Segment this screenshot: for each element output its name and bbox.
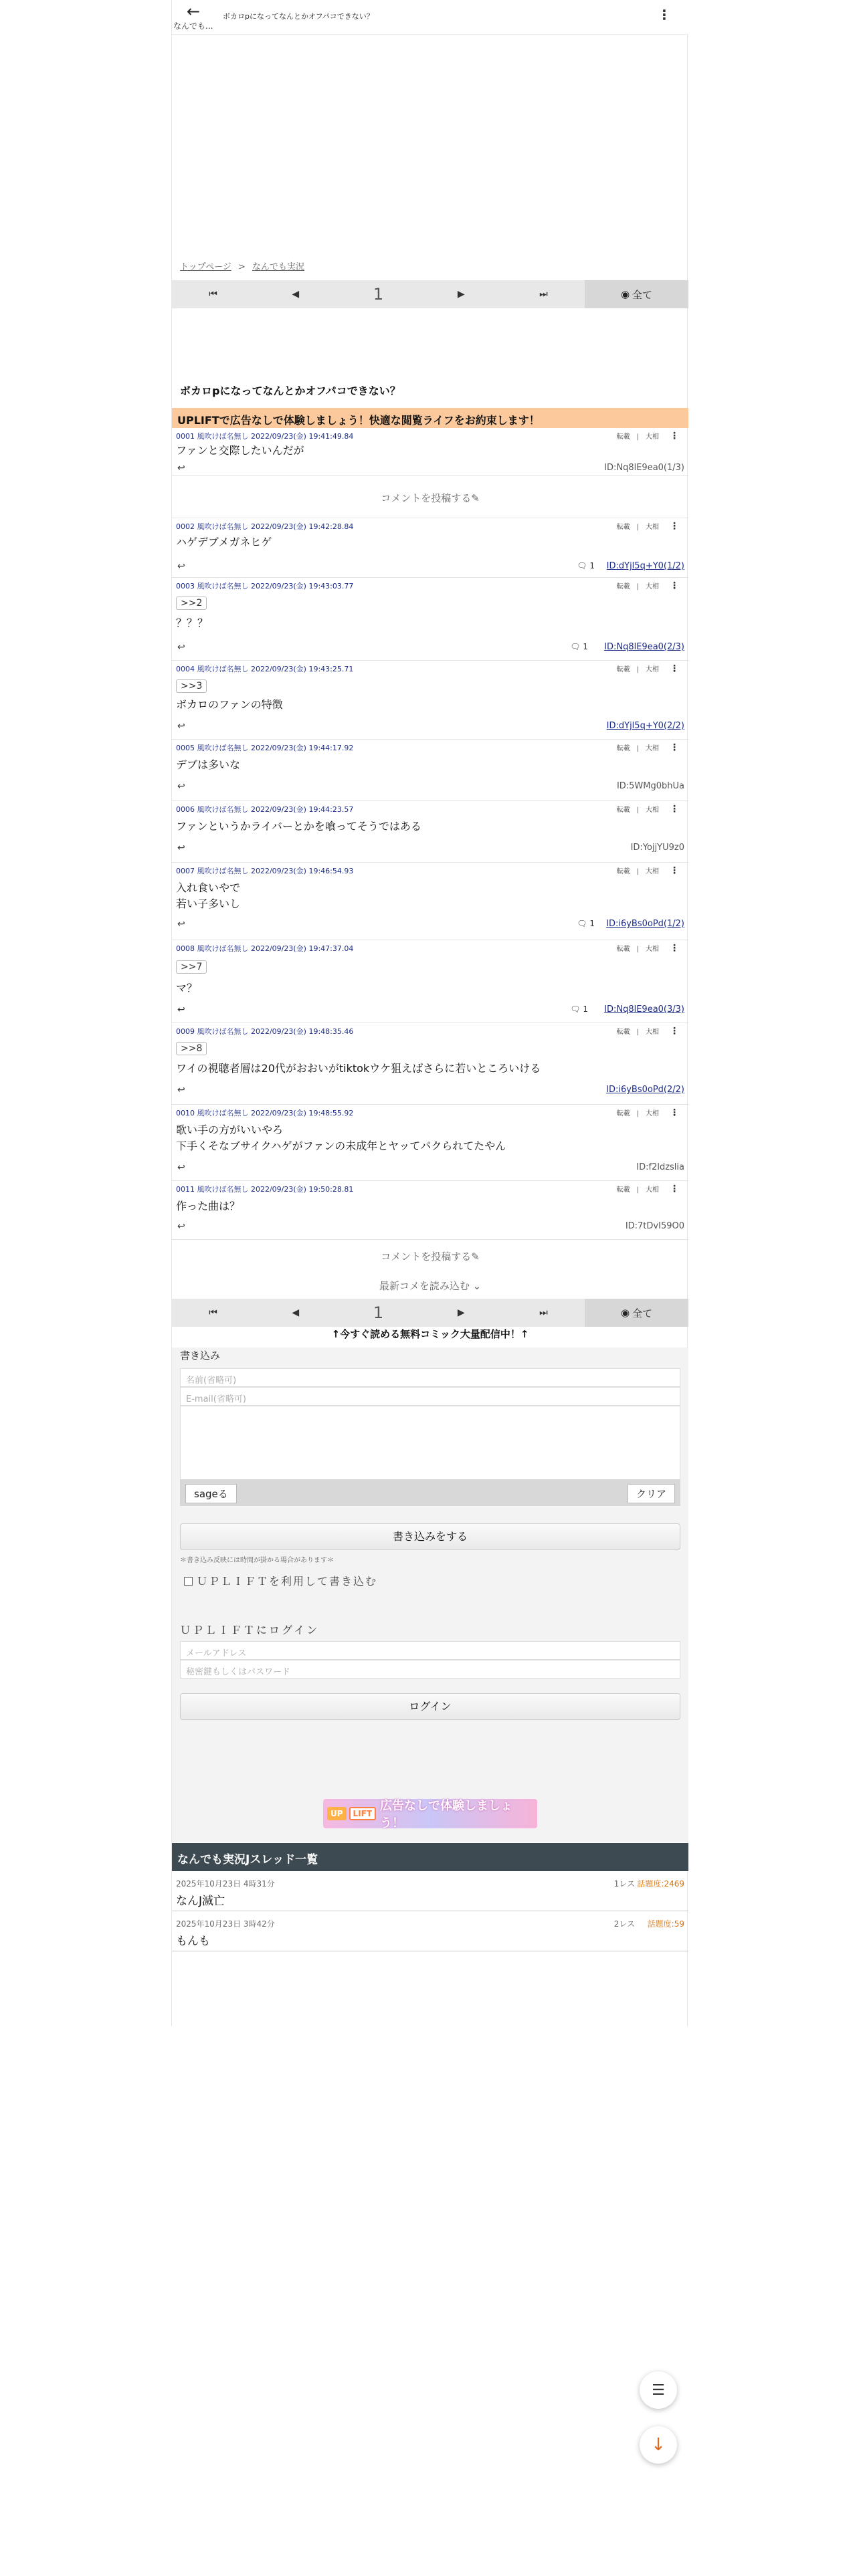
report-button[interactable]: 転載 — [616, 807, 630, 814]
kebab-menu-icon[interactable]: ⋮ — [670, 742, 679, 753]
post-body: 入れ食いやで 若い子多いし — [176, 881, 241, 910]
tool-separator: | — [636, 433, 639, 441]
comments-icon: 🗨 — [570, 642, 583, 651]
post-item — [172, 518, 688, 578]
post-meta: 0004 風吹けば名無し 2022/09/23(金) 19:43:25.71 — [176, 665, 354, 673]
large-button[interactable]: 大相 — [646, 807, 659, 814]
pager-top — [172, 280, 688, 308]
reply-anchor[interactable]: >>2 — [176, 597, 207, 610]
breadcrumb-board[interactable]: なんでも実況 — [252, 262, 305, 272]
post-body: ファンと交際したいんだが — [176, 444, 304, 457]
large-button[interactable]: 大相 — [646, 745, 659, 752]
thread-list-heading: なんでも実況Jスレッド一覧 — [172, 1843, 688, 1871]
form-toolbar — [180, 1479, 680, 1506]
reply-anchor[interactable]: >>8 — [176, 1042, 207, 1055]
last-page-icon[interactable]: ⏭ — [539, 1307, 548, 1318]
post-item — [172, 863, 688, 940]
post-tools — [617, 1026, 679, 1037]
reply-count-value: 1 — [589, 561, 595, 570]
next-page-icon[interactable]: ▶ — [457, 1307, 465, 1318]
report-button[interactable]: 転載 — [616, 583, 630, 591]
report-button[interactable]: 転載 — [616, 1029, 630, 1036]
pencil-icon: ✎ — [471, 492, 480, 504]
comment-link-label: コメントを投稿する — [381, 1251, 472, 1263]
post-tools — [617, 580, 679, 591]
post-tools — [617, 431, 679, 441]
post-meta: 0002 風吹けば名無し 2022/09/23(金) 19:42:28.84 — [176, 522, 354, 531]
breadcrumb-top[interactable]: トップページ — [180, 262, 231, 272]
post-tools — [617, 865, 679, 876]
comments-icon: 🗨 — [577, 561, 590, 570]
large-button[interactable]: 大相 — [646, 946, 659, 953]
tool-separator: | — [636, 807, 639, 814]
tool-separator: | — [636, 1029, 639, 1036]
post-tools — [617, 521, 679, 532]
submit-note: ＊書き込み反映には時間が掛かる場合があります＊ — [180, 1557, 334, 1564]
reply-count-value: 1 — [589, 919, 595, 928]
post-meta: 0010 風吹けば名無し 2022/09/23(金) 19:48:55.92 — [176, 1109, 354, 1117]
login-email-input[interactable]: メールアドレス — [180, 1641, 680, 1660]
post-id[interactable]: ID:i6yBs0oPd(1/2) — [606, 919, 684, 929]
post-comment-link[interactable] — [172, 1249, 688, 1263]
kebab-menu-icon[interactable]: ⋮ — [658, 7, 671, 23]
page-number[interactable]: 1 — [373, 1303, 384, 1322]
post-tools — [617, 742, 679, 753]
post-meta: 0005 風吹けば名無し 2022/09/23(金) 19:44:17.92 — [176, 744, 354, 752]
reply-count[interactable] — [570, 1004, 588, 1014]
list-item-res: 1レス — [613, 1879, 635, 1889]
arrow-down-icon[interactable]: ↓ — [640, 2426, 677, 2464]
post-body: ボカロのファンの特徴 — [176, 698, 283, 711]
first-page-icon[interactable]: ⏮ — [209, 289, 217, 300]
kebab-menu-icon[interactable]: ⋮ — [670, 521, 679, 532]
large-button[interactable]: 大相 — [646, 868, 659, 875]
reply-count[interactable] — [577, 561, 595, 570]
uplift-ad-text: 広告なしで体験しましょう！ — [380, 1799, 513, 1830]
show-all-label: 全て — [632, 1307, 653, 1319]
kebab-menu-icon[interactable]: ⋮ — [670, 431, 679, 441]
sage-button[interactable]: sageる — [185, 1484, 237, 1503]
uplift-logo: UP — [327, 1807, 347, 1820]
post-item — [172, 1181, 688, 1240]
post-body: ハゲデブメガネヒゲ — [176, 536, 272, 548]
large-button[interactable]: 大相 — [646, 524, 659, 531]
page-number[interactable]: 1 — [373, 285, 384, 304]
post-item — [172, 940, 688, 1023]
prev-page-icon[interactable]: ◀ — [292, 289, 300, 300]
submit-button[interactable]: 書き込みをする — [180, 1523, 680, 1550]
kebab-menu-icon[interactable]: ⋮ — [670, 580, 679, 591]
pager-bottom — [172, 1299, 688, 1327]
reply-arrow-icon[interactable]: ↩ — [177, 463, 185, 473]
header-title: ボカロpになってなんとかオフパコできない？ — [223, 12, 374, 21]
post-item — [172, 661, 688, 740]
report-button[interactable]: 転載 — [616, 745, 630, 752]
large-button[interactable]: 大相 — [646, 433, 659, 441]
tool-separator: | — [636, 1186, 639, 1194]
report-button[interactable]: 転載 — [616, 666, 630, 673]
list-item-hot: 話題度:2469 — [637, 1879, 684, 1889]
load-latest-link[interactable] — [172, 1279, 688, 1293]
post-item — [172, 1105, 688, 1181]
kebab-menu-icon[interactable]: ⋮ — [670, 1107, 679, 1118]
list-item-hot: 話題度:59 — [647, 1919, 684, 1929]
uplift-checkbox[interactable] — [184, 1573, 377, 1588]
report-button[interactable]: 転載 — [616, 524, 630, 531]
post-body: 作った曲は？ — [176, 1200, 241, 1212]
kebab-menu-icon[interactable]: ⋮ — [670, 1184, 679, 1194]
reply-arrow-icon[interactable]: ↩ — [177, 919, 185, 930]
kebab-menu-icon[interactable]: ⋮ — [670, 943, 679, 954]
comment-link-label: コメントを投稿する — [381, 492, 472, 504]
post-id[interactable]: ID:Nq8lE9ea0(1/3) — [604, 463, 684, 473]
kebab-menu-icon[interactable]: ⋮ — [670, 663, 679, 674]
list-item-date: 2025年10月23日 4時31分 — [176, 1879, 275, 1889]
post-id: ID:5WMg0bhUa — [616, 781, 684, 791]
post-body: ？？？ — [176, 617, 209, 629]
kebab-menu-icon[interactable]: ⋮ — [670, 1026, 679, 1037]
uplift-checkbox-label: ＵＰＬＩＦＴを利用して書き込む — [197, 1575, 378, 1588]
tool-separator: | — [636, 745, 639, 752]
comic-notice[interactable]: ↑今すぐ読める無料コミック大量配信中！↑ — [331, 1328, 529, 1340]
post-tools — [617, 804, 679, 815]
post-id[interactable]: ID:Nq8lE9ea0(3/3) — [604, 1004, 684, 1014]
list-item[interactable] — [172, 1871, 688, 1911]
reply-arrow-icon[interactable]: ↩ — [177, 781, 185, 792]
page-column — [171, 0, 688, 2026]
reply-arrow-icon[interactable]: ↩ — [177, 721, 185, 732]
report-button[interactable]: 転載 — [616, 433, 630, 441]
post-tools — [617, 663, 679, 674]
large-button[interactable]: 大相 — [646, 1186, 659, 1194]
thread-title: ボカロpになってなんとかオフパコできない？ — [180, 385, 401, 397]
login-heading: ＵＰＬＩＦＴにログイン — [180, 1624, 320, 1636]
clear-button[interactable]: クリア — [628, 1484, 675, 1503]
post-meta: 0009 風吹けば名無し 2022/09/23(金) 19:48:35.46 — [176, 1027, 354, 1036]
eye-icon: ◉ — [620, 1307, 630, 1319]
reply-count[interactable] — [570, 642, 588, 651]
chevron-down-icon: ⌄ — [469, 1280, 482, 1292]
eye-icon: ◉ — [620, 288, 630, 300]
tool-separator: | — [636, 666, 639, 673]
name-input[interactable]: 名前(省略可) — [180, 1368, 680, 1387]
post-meta: 0001 風吹けば名無し 2022/09/23(金) 19:41:49.84 — [176, 432, 354, 441]
next-page-icon[interactable]: ▶ — [457, 289, 465, 300]
post-tools — [617, 1184, 679, 1194]
show-all-button[interactable] — [585, 280, 688, 308]
tool-separator: | — [636, 868, 639, 875]
list-item-res: 2レス — [613, 1919, 635, 1929]
uplift-banner[interactable]: UPLIFTで広告なしで体験しましょう！快適な閲覧ライフをお約束します！ — [172, 408, 688, 428]
post-id[interactable]: ID:i6yBs0oPd(2/2) — [606, 1085, 684, 1095]
breadcrumb — [180, 259, 304, 272]
post-item — [172, 1023, 688, 1105]
post-body: ワイの視聴者層は20代がおおいがtiktokウケ狙えばさらに若いところいける — [176, 1062, 541, 1075]
post-item — [172, 801, 688, 863]
back-label[interactable]: なんでも... — [173, 21, 213, 31]
list-item-date: 2025年10月23日 3時42分 — [176, 1919, 275, 1929]
post-body: マ？ — [176, 982, 198, 994]
reply-arrow-icon[interactable]: ↩ — [177, 642, 185, 653]
login-button[interactable]: ログイン — [180, 1693, 680, 1720]
kebab-menu-icon[interactable]: ⋮ — [670, 804, 679, 815]
list-item[interactable] — [172, 1911, 688, 1951]
reply-anchor[interactable]: >>3 — [176, 679, 207, 693]
reply-arrow-icon[interactable]: ↩ — [177, 843, 185, 853]
post-meta: 0007 風吹けば名無し 2022/09/23(金) 19:46:54.93 — [176, 867, 354, 875]
arrow-left-icon[interactable]: ← — [187, 2, 201, 21]
comments-icon: 🗨 — [570, 1004, 583, 1014]
breadcrumb-separator: > — [237, 262, 246, 272]
list-item-title[interactable]: もんも — [176, 1935, 210, 1948]
large-button[interactable]: 大相 — [646, 1110, 659, 1117]
tool-separator: | — [636, 583, 639, 591]
checkbox-icon[interactable] — [184, 1577, 193, 1586]
pencil-icon: ✎ — [471, 1251, 480, 1263]
large-button[interactable]: 大相 — [646, 666, 659, 673]
load-latest-label: 最新コメを読み込む — [379, 1280, 470, 1292]
reply-anchor[interactable]: >>7 — [176, 960, 207, 974]
message-textarea[interactable] — [180, 1406, 680, 1485]
post-body: デブは多いな — [176, 758, 241, 771]
tool-separator: | — [636, 1110, 639, 1117]
tool-separator: | — [636, 524, 639, 531]
login-password-input[interactable]: 秘密鍵もしくはパスワード — [180, 1660, 680, 1679]
report-button[interactable]: 転載 — [616, 1110, 630, 1117]
post-id[interactable]: ID:dYjl5q+Y0(1/2) — [606, 561, 684, 571]
show-all-label: 全て — [632, 288, 653, 301]
report-button[interactable]: 転載 — [616, 868, 630, 875]
form-heading: 書き込み — [180, 1350, 221, 1362]
post-comment-link[interactable] — [172, 491, 688, 505]
reply-count[interactable] — [577, 919, 595, 928]
post-body: 歌い手の方がいいやろ 下手くそなブサイクハゲがファンの未成年とヤッてパクられてたやん — [176, 1123, 506, 1152]
prev-page-icon[interactable]: ◀ — [292, 1307, 300, 1318]
reply-count-value: 1 — [583, 1004, 588, 1014]
post-meta: 0006 風吹けば名無し 2022/09/23(金) 19:44:23.57 — [176, 805, 354, 814]
first-page-icon[interactable]: ⏮ — [209, 1307, 217, 1318]
post-item — [172, 740, 688, 801]
report-button[interactable]: 転載 — [616, 1186, 630, 1194]
large-button[interactable]: 大相 — [646, 583, 659, 591]
post-meta: 0008 風吹けば名無し 2022/09/23(金) 19:47:37.04 — [176, 944, 354, 953]
large-button[interactable]: 大相 — [646, 1029, 659, 1036]
post-id: ID:YojjYU9z0 — [630, 843, 684, 853]
post-tools — [617, 1107, 679, 1118]
reply-arrow-icon[interactable]: ↩ — [177, 1221, 185, 1232]
post-body: ファンというかライバーとかを喰ってそうではある — [176, 820, 421, 833]
post-id[interactable]: ID:Nq8lE9ea0(2/3) — [604, 642, 684, 652]
comments-icon: 🗨 — [577, 919, 590, 928]
list-icon[interactable]: ☰ — [640, 2371, 677, 2409]
post-tools — [617, 943, 679, 954]
post-id: ID:f2ldzslia — [636, 1162, 684, 1172]
post-meta: 0011 風吹けば名無し 2022/09/23(金) 19:50:28.81 — [176, 1185, 354, 1194]
post-meta: 0003 風吹けば名無し 2022/09/23(金) 19:43:03.77 — [176, 582, 354, 591]
post-id[interactable]: ID:dYjl5q+Y0(2/2) — [606, 721, 684, 731]
reply-count-value: 1 — [583, 642, 588, 651]
report-button[interactable]: 転載 — [616, 946, 630, 953]
list-item-title[interactable]: なんJ滅亡 — [176, 1895, 225, 1908]
reply-arrow-icon[interactable]: ↩ — [177, 561, 185, 572]
uplift-logo-text: LIFT — [349, 1807, 377, 1820]
reply-arrow-icon[interactable]: ↩ — [177, 1004, 185, 1015]
reply-arrow-icon[interactable]: ↩ — [177, 1085, 185, 1095]
show-all-button[interactable] — [585, 1299, 688, 1327]
tool-separator: | — [636, 946, 639, 953]
kebab-menu-icon[interactable]: ⋮ — [670, 865, 679, 876]
email-input[interactable]: E-mail(省略可) — [180, 1387, 680, 1406]
last-page-icon[interactable]: ⏭ — [539, 289, 548, 300]
uplift-ad[interactable] — [323, 1799, 537, 1828]
post-item — [172, 428, 688, 476]
post-item — [172, 578, 688, 661]
app-header — [172, 0, 688, 35]
reply-arrow-icon[interactable]: ↩ — [177, 1162, 185, 1173]
post-id: ID:7tDvI59O0 — [625, 1221, 684, 1231]
